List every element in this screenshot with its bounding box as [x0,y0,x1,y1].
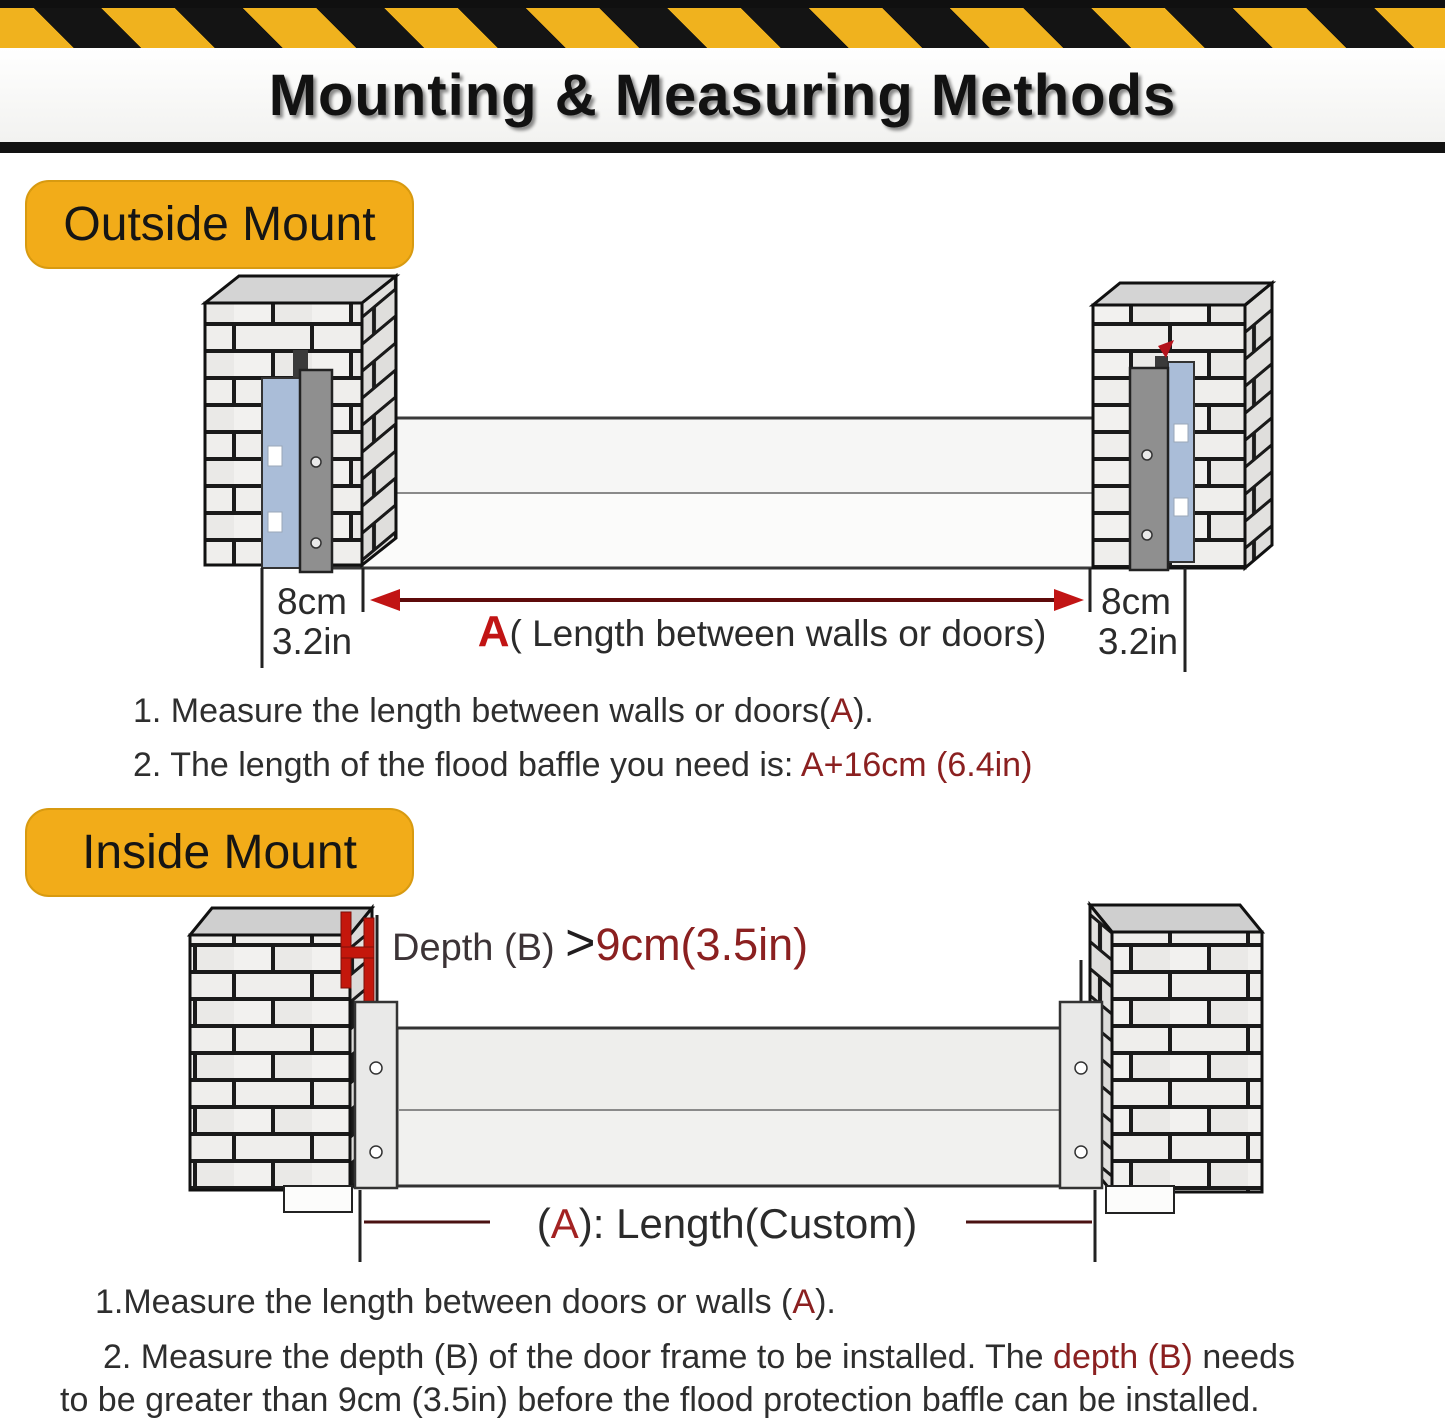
page-title: Mounting & Measuring Methods [268,62,1177,128]
outside-dimension [262,568,1185,672]
outside-step-2: 2. The length of the flood baffle you need is: A+16cm (6.4in) [133,746,1033,784]
inside-mount-badge [25,808,414,897]
inside-step-2: 2. Measure the depth (B) of the door frame to be installed. The depth (B) needs [103,1338,1295,1376]
right-offset-cm: 8cm [1101,581,1171,622]
inside-mount-badge-label: Inside Mount [82,826,357,879]
length-custom-caption: (A): Length(Custom) [536,1200,918,1247]
flood-barrier-panels [320,418,1135,568]
header-bottom-bar [0,142,1445,153]
outside-mount-badge-label: Outside Mount [63,198,376,251]
header-top-line [0,0,1445,8]
right-post [1060,1002,1102,1188]
flood-barrier-panels [397,1028,1062,1186]
inside-dimension [360,1190,1095,1262]
inside-mount-diagram [0,895,1445,1270]
left-post [355,1002,397,1188]
inside-step-1: 1.Measure the length between doors or walls (A). [95,1283,836,1321]
right-channel-strip [1168,362,1194,562]
length-caption: A( Length between walls or doors) [477,607,1047,656]
inside-right-pillar [1060,905,1262,1213]
outside-right-pillar [1093,283,1272,570]
hazard-stripes-icon [0,8,1445,48]
inside-step-2-line2: to be greater than 9cm (3.5in) before the flood protection baffle can be installed. [60,1381,1260,1419]
left-offset-cm: 8cm [277,581,347,622]
outside-mount-badge [25,180,414,269]
outside-left-pillar [205,276,396,572]
right-offset-in: 3.2in [1097,621,1179,662]
left-channel-strip [262,378,300,568]
left-offset-in: 3.2in [271,621,353,662]
inside-left-pillar [190,908,397,1212]
depth-caption: Depth (B) >9cm(3.5in) [392,914,809,972]
left-sill-block [284,1186,352,1212]
right-sill-block [1106,1186,1174,1213]
outside-mount-diagram [0,270,1445,690]
title-band [0,48,1445,142]
outside-step-1: 1. Measure the length between walls or doors(A). [133,692,874,730]
